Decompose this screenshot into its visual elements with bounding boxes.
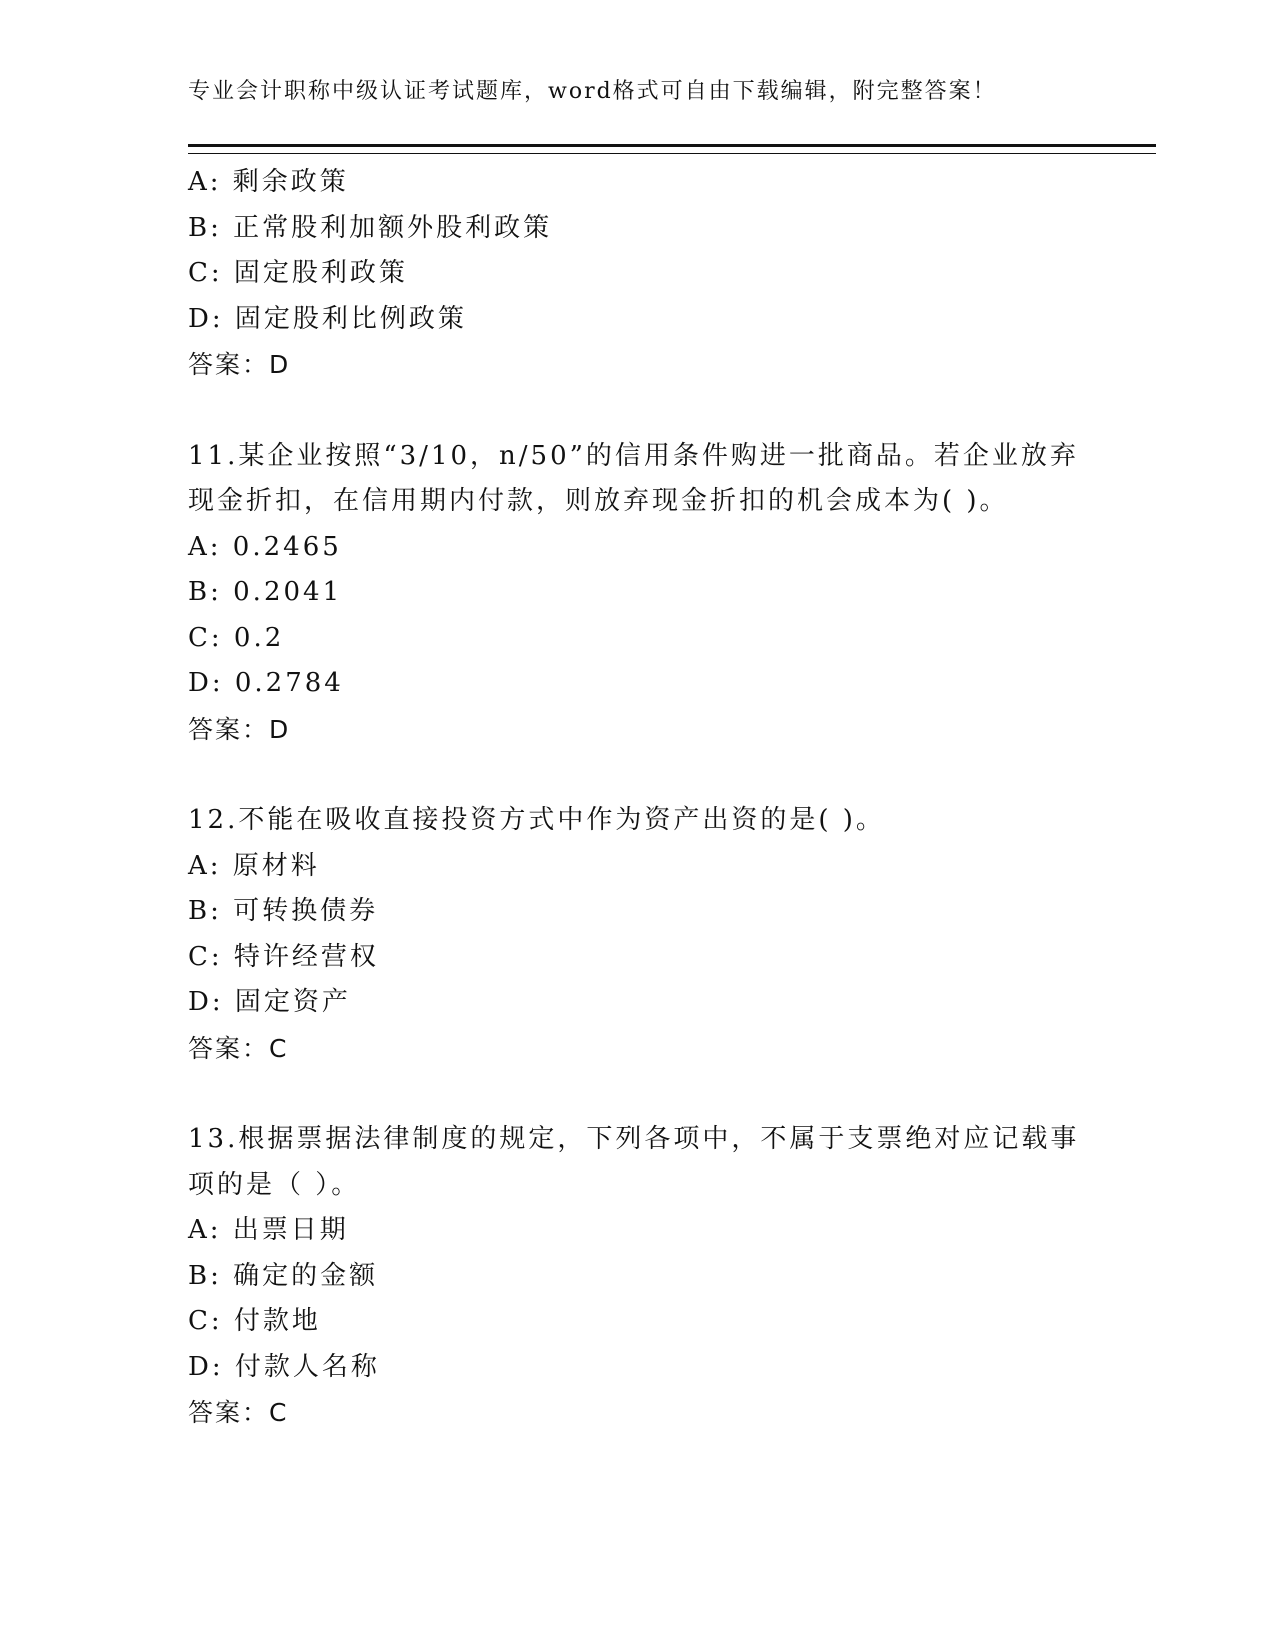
question-list [188, 160, 1088, 1436]
option-c: C: 付款地 [188, 1306, 321, 1336]
option-b: B: 正常股利加额外股利政策 [188, 212, 553, 243]
option-c: C: 固定股利政策 [188, 258, 408, 288]
spacer [188, 1071, 1088, 1117]
option-b: B: 可转换债券 [188, 896, 379, 926]
question-13 [188, 1117, 1088, 1436]
option-a: A: 原材料 [188, 850, 320, 881]
option-b: B: 0.2041 [188, 577, 343, 607]
option-d: D: 固定资产 [188, 987, 351, 1017]
question-12 [188, 798, 1088, 1071]
question-11 [188, 434, 1088, 753]
question-stem: 11.某企业按照“3/10，n/50”的信用条件购进一批商品。若企业放弃 [188, 440, 1079, 471]
option-b: B: 确定的金额 [188, 1260, 379, 1291]
spacer [188, 752, 1088, 798]
question-10 [188, 160, 1088, 388]
option-d: D: 0.2784 [188, 668, 344, 698]
option-c: C: 特许经营权 [188, 941, 379, 972]
option-a: A: 0.2465 [188, 531, 342, 562]
answer: 答案：D [188, 350, 291, 379]
option-a: A: 出票日期 [188, 1215, 349, 1245]
question-stem-continued: 现金折扣，在信用期内付款，则放弃现金折扣的机会成本为( )。 [188, 486, 1009, 516]
page-header: 专业会计职称中级认证考试题库，word格式可自由下载编辑，附完整答案！ [188, 79, 997, 104]
question-stem: 13.根据票据法律制度的规定，下列各项中，不属于支票绝对应记载事 [188, 1124, 1080, 1154]
header-divider [188, 144, 1156, 154]
spacer [188, 388, 1088, 434]
option-c: C: 0.2 [188, 622, 285, 653]
option-d: D: 付款人名称 [188, 1351, 380, 1382]
option-d: D: 固定股利比例政策 [188, 303, 467, 334]
answer: 答案：C [188, 1033, 289, 1063]
option-a: A: 剩余政策 [188, 167, 349, 197]
answer: 答案：D [188, 714, 291, 744]
question-stem: 12.不能在吸收直接投资方式中作为资产出资的是( )。 [188, 805, 885, 835]
answer: 答案：C [188, 1398, 289, 1427]
question-stem-continued: 项的是（ ）。 [188, 1169, 361, 1200]
